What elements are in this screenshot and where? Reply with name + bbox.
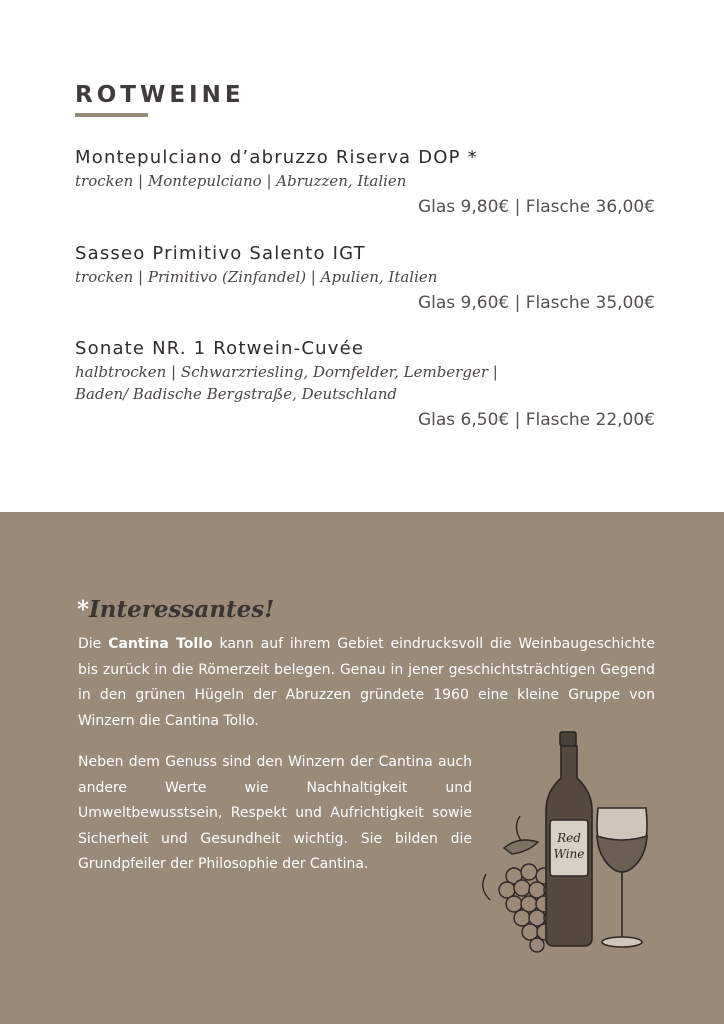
winery-name: Cantina Tollo [108,636,213,652]
heading-underline [75,113,148,117]
wine-bottle-icon [546,732,592,946]
section-heading: ROTWEINE [75,82,245,108]
wine-name: Montepulciano d’abruzzo Riserva DOP * [75,147,478,168]
bottle-label-text-1: Red [557,831,581,845]
info-paragraph-2: Neben dem Genuss sind den Winzern der Cantina auch andere Werte wie Nachhaltigkeit und Umweltbewusstsein, Respekt und Aufrichtigkeit sowie Sicherheit und Gesundheit wichtig. Sie bilden die Grundpfeiler der Philosophie der Cantina. [78,754,472,872]
wine-description-line-2: Baden/ Badische Bergstraße, Deutschland [75,385,397,403]
info-title-text: Interessantes! [89,596,275,623]
info-title [77,596,274,623]
wine-glass-icon [597,808,647,947]
wine-item [75,242,655,316]
wine-item [75,337,655,433]
wine-description: trocken | Primitivo (Zinfandel) | Apulien, Italien [75,268,438,286]
info-paragraph-1-rest: kann auf ihrem Gebiet eindrucksvoll die Weinbaugeschichte bis zurück in die Römerzeit belegen. Genau in jener geschichtsträchtigen Gegend in den grünen Hügeln der Abruzzen gründete 1960 eine kleine Gruppe von Winzern die Cantina Tollo. [78,636,655,729]
wine-description: trocken | Montepulciano | Abruzzen, Italien [75,172,407,190]
info-paragraph-1-start: Die [78,636,109,652]
wine-description: halbtrocken | Schwarzriesling, Dornfelder, Lemberger | [75,363,498,381]
info-paragraph-1 [78,632,655,734]
wine-item [75,146,655,220]
wine-name: Sasseo Primitivo Salento IGT [75,243,366,264]
wine-name: Sonate NR. 1 Rotwein-Cuvée [75,338,365,359]
bottle-label-text-2: Wine [553,847,585,861]
wine-illustration [474,724,664,960]
wine-price: Glas 6,50€ | Flasche 22,00€ [417,410,655,430]
wine-price: Glas 9,60€ | Flasche 35,00€ [417,293,655,313]
wine-price: Glas 9,80€ | Flasche 36,00€ [417,197,655,217]
asterisk-mark: * [77,596,90,623]
